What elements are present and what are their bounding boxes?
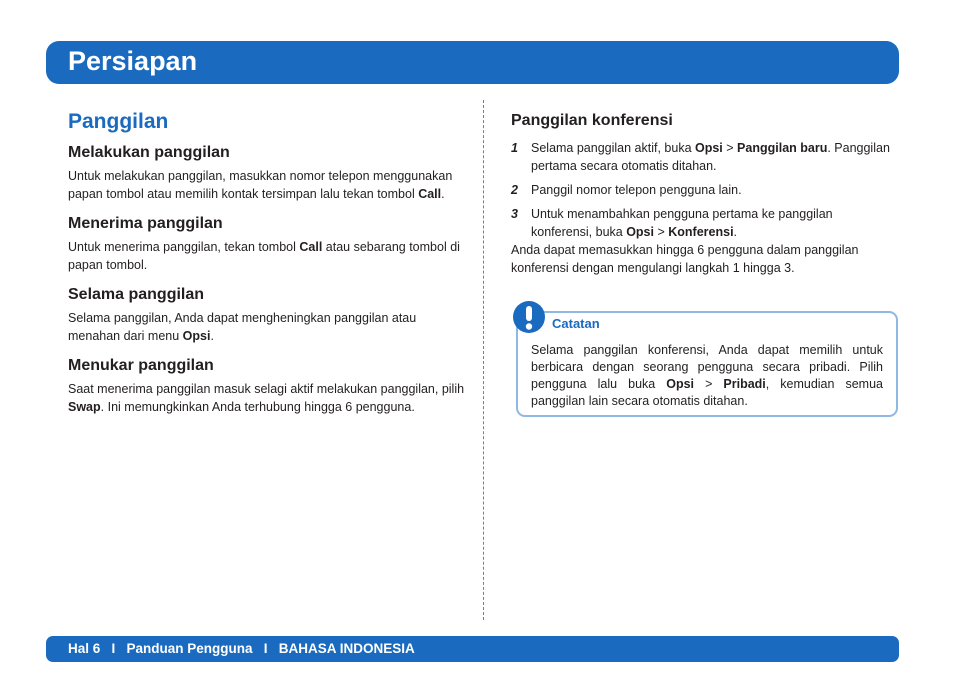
column-divider (483, 100, 484, 620)
step-number: 3 (511, 207, 518, 221)
step-text-part: . (733, 225, 738, 239)
step-item (511, 139, 896, 175)
footer-text: Hal 6 I Panduan Pengguna I BAHASA INDONESIA (68, 641, 415, 656)
step-number: 1 (511, 141, 518, 155)
options-keyword: Opsi (666, 377, 695, 391)
paragraph-during-call (68, 309, 468, 345)
conference-info: Anda dapat memasukkan hingga 6 pengguna dalam panggilan konferensi dengan mengulangi langkah 1 hingga 3. (511, 243, 859, 275)
step-text-part: > (654, 225, 669, 239)
subheading-conference-call: Panggilan konferensi (511, 112, 673, 129)
paragraph-text: . (210, 329, 214, 343)
options-keyword: Opsi (695, 141, 723, 155)
step-text-part: . Panggilan pertama secara otomatis ditahan. (531, 141, 890, 173)
call-keyword: Call (299, 240, 323, 254)
paragraph-text: atau sebarang tombol di papan tombol. (68, 240, 460, 272)
left-column (68, 110, 468, 428)
step-number: 2 (511, 183, 518, 197)
header-bar (46, 41, 899, 84)
paragraph-make-call (68, 167, 468, 203)
paragraph-text: . Ini memungkinkan Anda terhubung hingga 6 pengguna. (100, 400, 415, 414)
note-title: Catatan (552, 316, 600, 331)
options-keyword: Opsi (626, 225, 654, 239)
note-text-part: , kemudian semua panggilan lain secara otomatis ditahan. (531, 377, 883, 408)
subheading-make-call: Melakukan panggilan (68, 144, 230, 161)
conference-keyword: Konferensi (668, 225, 734, 239)
paragraph-text: Untuk menerima panggilan, tekan tombol (68, 240, 300, 254)
step-text-part: > (722, 141, 738, 155)
subheading-receive-call: Menerima panggilan (68, 215, 223, 232)
call-keyword: Call (418, 187, 442, 201)
subheading-swap-call: Menukar panggilan (68, 357, 214, 374)
page-title: Persiapan (68, 46, 198, 76)
step-text-part: Selama panggilan aktif, buka (531, 141, 695, 155)
step-text: Panggil nomor telepon pengguna lain. (531, 183, 742, 197)
swap-keyword: Swap (68, 400, 101, 414)
step-item (511, 181, 896, 199)
options-keyword: Opsi (182, 329, 211, 343)
new-call-keyword: Panggilan baru (737, 141, 828, 155)
paragraph-text: Selama panggilan, Anda dapat mengheningkan panggilan atau menahan dari menu (68, 311, 417, 343)
paragraph-text: Untuk melakukan panggilan, masukkan nomor telepon menggunakan papan tombol atau memilih kontak tersimpan lalu tekan tombol (68, 169, 453, 201)
step-item (511, 205, 896, 241)
step-text (531, 205, 896, 241)
exclamation-icon (513, 301, 545, 333)
paragraph-text: Saat menerima panggilan masuk selagi aktif melakukan panggilan, pilih (68, 382, 465, 396)
step-text (531, 139, 896, 175)
note-text (531, 342, 883, 410)
paragraph-text: . (441, 187, 445, 201)
footer-bar (46, 636, 899, 662)
paragraph-swap-call (68, 380, 468, 416)
private-keyword: Pribadi (723, 377, 766, 391)
right-column (511, 112, 896, 289)
paragraph-receive-call (68, 238, 468, 274)
section-heading: Panggilan (68, 110, 169, 133)
step-text-part: Untuk menambahkan pengguna pertama ke panggilan konferensi, buka (531, 207, 833, 239)
note-text-part: > (694, 377, 724, 391)
subheading-during-call: Selama panggilan (68, 286, 205, 303)
note-text-part: Selama panggilan konferensi, Anda dapat memilih untuk berbicara dengan seorang pengguna secara pribadi. Pilih pengguna lalu buka (531, 343, 883, 391)
